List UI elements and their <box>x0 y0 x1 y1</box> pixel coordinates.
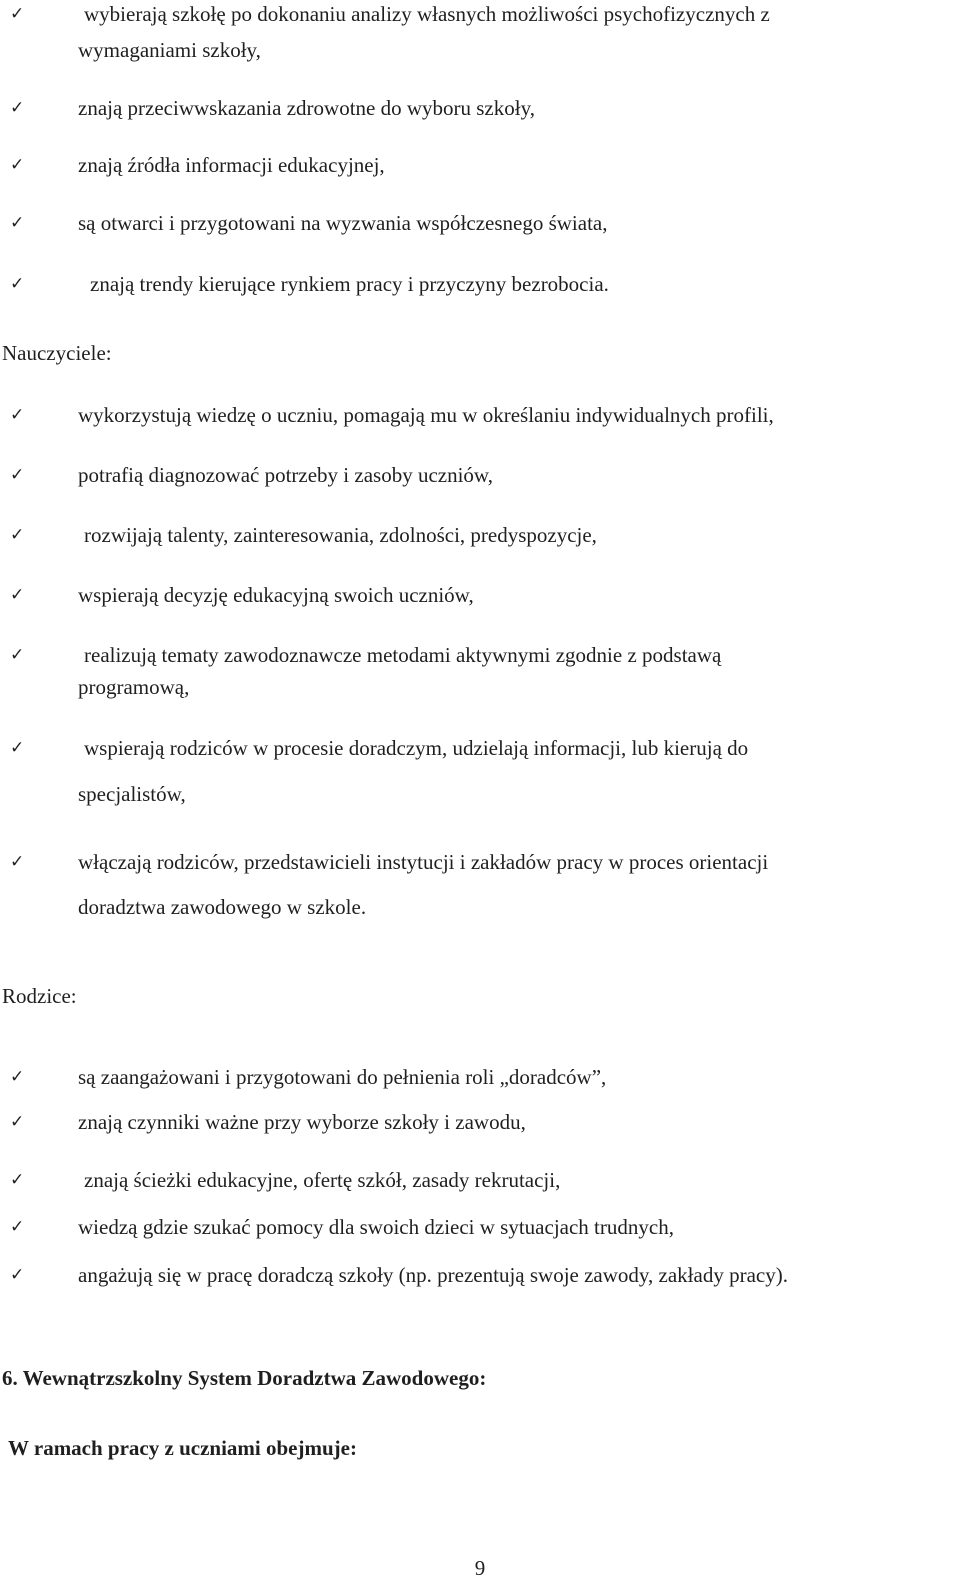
list-item-text: potrafią diagnozować potrzeby i zasoby uczniów, <box>78 463 493 487</box>
check-icon: ✓ <box>10 645 25 665</box>
list-item-text: włączają rodziców, przedstawicieli instytucji i zakładów pracy w proces orientacji <box>78 850 769 874</box>
check-icon: ✓ <box>10 4 25 24</box>
check-icon: ✓ <box>10 155 25 175</box>
list-item-text: programową, <box>78 675 190 699</box>
list-item-text: wymaganiami szkoły, <box>78 38 261 62</box>
list-item-text: są zaangażowani i przygotowani do pełnienia roli „doradców”, <box>78 1065 607 1089</box>
list-item-text: znają przeciwwskazania zdrowotne do wyboru szkoły, <box>78 96 535 120</box>
section-heading-teachers: Nauczyciele: <box>2 341 112 365</box>
list-item-text: wiedzą gdzie szukać pomocy dla swoich dzieci w sytuacjach trudnych, <box>78 1215 674 1239</box>
check-icon: ✓ <box>10 585 25 605</box>
list-item-text: wykorzystują wiedzę o uczniu, pomagają mu w określaniu indywidualnych profili, <box>78 403 774 427</box>
list-item-text: znają czynniki ważne przy wyborze szkoły i zawodu, <box>78 1110 526 1134</box>
page-number: 9 <box>474 1556 486 1580</box>
list-item-text: realizują tematy zawodoznawcze metodami aktywnymi zgodnie z podstawą <box>84 643 722 667</box>
list-item-text: znają źródła informacji edukacyjnej, <box>78 153 385 177</box>
list-item-text: angażują się w pracę doradczą szkoły (np. prezentują swoje zawody, zakłady pracy). <box>78 1263 788 1287</box>
list-item-text: wspierają rodziców w procesie doradczym, udzielają informacji, lub kierują do <box>84 736 749 760</box>
list-item-text: wybierają szkołę po dokonaniu analizy własnych możliwości psychofizycznych z <box>84 2 770 26</box>
check-icon: ✓ <box>10 465 25 485</box>
check-icon: ✓ <box>10 1170 25 1190</box>
check-icon: ✓ <box>10 1265 25 1285</box>
check-icon: ✓ <box>10 1217 25 1237</box>
check-icon: ✓ <box>10 852 25 872</box>
section-heading-parents: Rodzice: <box>2 984 77 1008</box>
section-subtitle: W ramach pracy z uczniami obejmuje: <box>8 1436 357 1460</box>
check-icon: ✓ <box>10 1112 25 1132</box>
check-icon: ✓ <box>10 525 25 545</box>
check-icon: ✓ <box>10 738 25 758</box>
list-item-text: znają trendy kierujące rynkiem pracy i przyczyny bezrobocia. <box>90 272 609 296</box>
list-item-text: specjalistów, <box>78 782 186 806</box>
check-icon: ✓ <box>10 98 25 118</box>
list-item-text: są otwarci i przygotowani na wyzwania współczesnego świata, <box>78 211 608 235</box>
list-item-text: doradztwa zawodowego w szkole. <box>78 895 367 919</box>
list-item-text: znają ścieżki edukacyjne, ofertę szkół, zasady rekrutacji, <box>84 1168 561 1192</box>
section-title: 6. Wewnątrzszkolny System Doradztwa Zawodowego: <box>2 1366 487 1390</box>
check-icon: ✓ <box>10 213 25 233</box>
check-icon: ✓ <box>10 274 25 294</box>
list-item-text: wspierają decyzję edukacyjną swoich uczniów, <box>78 583 474 607</box>
check-icon: ✓ <box>10 405 25 425</box>
check-icon: ✓ <box>10 1067 25 1087</box>
list-item-text: rozwijają talenty, zainteresowania, zdolności, predyspozycje, <box>84 523 597 547</box>
